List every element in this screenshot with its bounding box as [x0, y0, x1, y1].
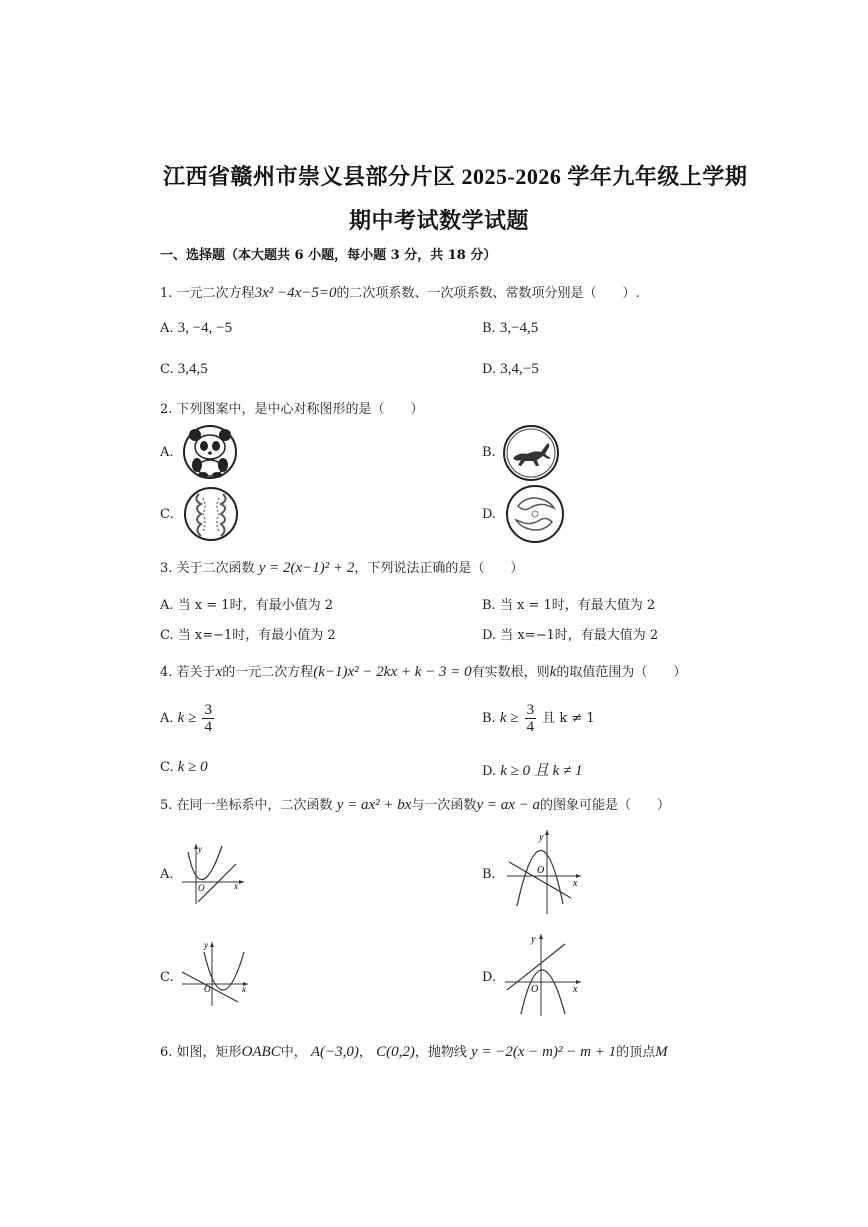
- option-c[interactable]: [160, 361, 208, 378]
- question-number: 5.: [160, 798, 173, 813]
- option-d[interactable]: [482, 361, 539, 378]
- axis-label-x: x: [234, 881, 238, 891]
- option-a[interactable]: [160, 702, 216, 735]
- graph-b[interactable]: [503, 826, 585, 916]
- question-number: 1.: [160, 286, 173, 301]
- option-label: A.: [160, 598, 174, 613]
- question-text: ，抛物线: [414, 1045, 467, 1060]
- option-a-label[interactable]: A.: [160, 867, 174, 882]
- option-text: 当 x=−1时，有最小值为 2: [177, 628, 336, 643]
- origin-label: O: [198, 883, 205, 893]
- dragon-pattern-icon[interactable]: [181, 486, 241, 542]
- section-heading: 一、选择题（本大题共 6 小题，每小题 3 分，共 18 分）: [160, 248, 497, 263]
- question-number: 4.: [160, 665, 173, 680]
- denominator: 4: [204, 719, 212, 735]
- panda-pattern-icon[interactable]: [181, 424, 239, 480]
- option-label: D.: [482, 362, 497, 377]
- option-d[interactable]: [482, 624, 658, 643]
- option-b[interactable]: [482, 702, 595, 735]
- option-label: B.: [482, 321, 496, 336]
- graph-c[interactable]: [178, 938, 252, 1008]
- horse-pattern-icon[interactable]: [501, 424, 561, 482]
- axis-label-y: y: [198, 844, 202, 854]
- equation: y = −2(x − m)² − m + 1: [470, 1044, 617, 1060]
- question-6: [160, 1041, 668, 1061]
- option-d[interactable]: [482, 759, 583, 780]
- question-2: [160, 398, 424, 417]
- option-text: 当 x = 1时，有最小值为 2: [177, 598, 333, 613]
- dolphin-pattern-icon[interactable]: [504, 484, 566, 544]
- option-b-label[interactable]: B.: [482, 445, 496, 460]
- origin-label: O: [531, 984, 539, 995]
- option-label: A.: [160, 321, 174, 336]
- exam-title-line2: 期中考试数学试题: [349, 208, 530, 233]
- question-text: 若关于: [176, 665, 216, 680]
- option-b-label[interactable]: B.: [482, 867, 496, 882]
- rectangle-name: OABC: [241, 1044, 281, 1060]
- numerator: 3: [204, 702, 212, 718]
- option-d-label[interactable]: D.: [482, 970, 497, 985]
- question-text: 中，: [280, 1045, 307, 1060]
- axis-label-x: x: [242, 984, 246, 994]
- option-d-label[interactable]: D.: [482, 507, 497, 522]
- axis-label-x: x: [573, 878, 578, 889]
- option-c-label[interactable]: C.: [160, 970, 174, 985]
- variable: k: [549, 664, 557, 680]
- fraction: [202, 702, 214, 735]
- option-a[interactable]: [160, 594, 333, 613]
- fraction: [525, 702, 537, 735]
- option-text: 3,4,−5: [500, 361, 539, 377]
- option-text: 3, −4, −5: [177, 320, 233, 336]
- option-text: 3,−4,5: [499, 320, 539, 336]
- equation: (k−1)x² − 2kx + k − 3 = 0: [313, 664, 472, 680]
- axis-label-y: y: [531, 934, 536, 945]
- question-number: 6.: [160, 1045, 173, 1060]
- question-text: 关于二次函数: [176, 561, 255, 576]
- question-text: 的二次项系数、一次项系数、常数项分别是（ ）.: [336, 286, 640, 301]
- exam-title-line1: 江西省赣州市崇义县部分片区 2025-2026 学年九年级上学期: [163, 164, 748, 189]
- option-text: 当 x = 1时，有最大值为 2: [499, 598, 656, 613]
- option-b[interactable]: [482, 594, 655, 613]
- question-text: 一元二次方程: [176, 286, 255, 301]
- question-number: 3.: [160, 561, 173, 576]
- option-c[interactable]: [160, 624, 336, 643]
- question-text: 在同一坐标系中，二次函数: [176, 798, 333, 813]
- equation: 3x² −4x−5=0: [254, 285, 337, 301]
- equation: y = 2(x−1)² + 2: [258, 560, 355, 576]
- origin-label: O: [537, 865, 545, 876]
- question-3: [160, 557, 523, 577]
- option-c[interactable]: [160, 759, 208, 776]
- point-c: C(0,2): [376, 1044, 415, 1060]
- denominator: 4: [526, 719, 535, 735]
- equation: y = ax − a: [476, 797, 540, 813]
- graph-a[interactable]: [178, 840, 248, 906]
- option-text: k ≥: [499, 710, 519, 726]
- question-text: 如图，矩形: [176, 1045, 242, 1060]
- option-label: C.: [160, 760, 174, 775]
- question-text: 与一次函数: [411, 798, 477, 813]
- option-text: 3,4,5: [177, 361, 208, 377]
- question-text: 的取值范围为（ ）: [556, 665, 687, 680]
- variable: x: [215, 664, 223, 680]
- option-label: D.: [482, 764, 497, 779]
- option-text: k ≥: [177, 710, 197, 726]
- graph-d[interactable]: [501, 930, 585, 1018]
- question-text: 的图象可能是（ ）: [540, 798, 671, 813]
- option-text: 当 x=−1时，有最大值为 2: [500, 628, 659, 643]
- equation: y = ax² + bx: [336, 797, 412, 813]
- axis-label-y: y: [539, 832, 544, 843]
- numerator: 3: [526, 702, 535, 718]
- option-a-label[interactable]: A.: [160, 445, 174, 460]
- question-number: 2.: [160, 402, 173, 417]
- option-label: C.: [160, 628, 174, 643]
- option-text: 且 k ≠ 1: [542, 711, 595, 726]
- vertex-label: M: [655, 1044, 668, 1060]
- option-label: B.: [482, 598, 496, 613]
- option-label: B.: [482, 711, 496, 726]
- question-text: 有实数根，则: [471, 665, 550, 680]
- option-text: k ≥ 0: [177, 759, 208, 775]
- option-label: C.: [160, 362, 174, 377]
- option-text: k ≥ 0 且 k ≠ 1: [500, 763, 583, 779]
- question-1: [160, 282, 640, 302]
- option-label: D.: [482, 628, 497, 643]
- option-c-label[interactable]: C.: [160, 507, 174, 522]
- question-5: [160, 794, 670, 814]
- option-label: A.: [160, 711, 174, 726]
- question-text: ，下列说法正确的是（ ）: [354, 561, 524, 576]
- question-4: [160, 661, 686, 681]
- axis-label-x: x: [573, 984, 578, 995]
- origin-label: O: [204, 984, 211, 994]
- point-a: A(−3,0): [310, 1044, 359, 1060]
- question-text: 的一元二次方程: [222, 665, 314, 680]
- separator: ，: [358, 1045, 372, 1060]
- option-a[interactable]: [160, 320, 232, 337]
- option-b[interactable]: [482, 320, 538, 337]
- question-text: 下列图案中，是中心对称图形的是（ ）: [176, 402, 424, 417]
- axis-label-y: y: [204, 940, 208, 950]
- question-text: 的顶点: [616, 1045, 656, 1060]
